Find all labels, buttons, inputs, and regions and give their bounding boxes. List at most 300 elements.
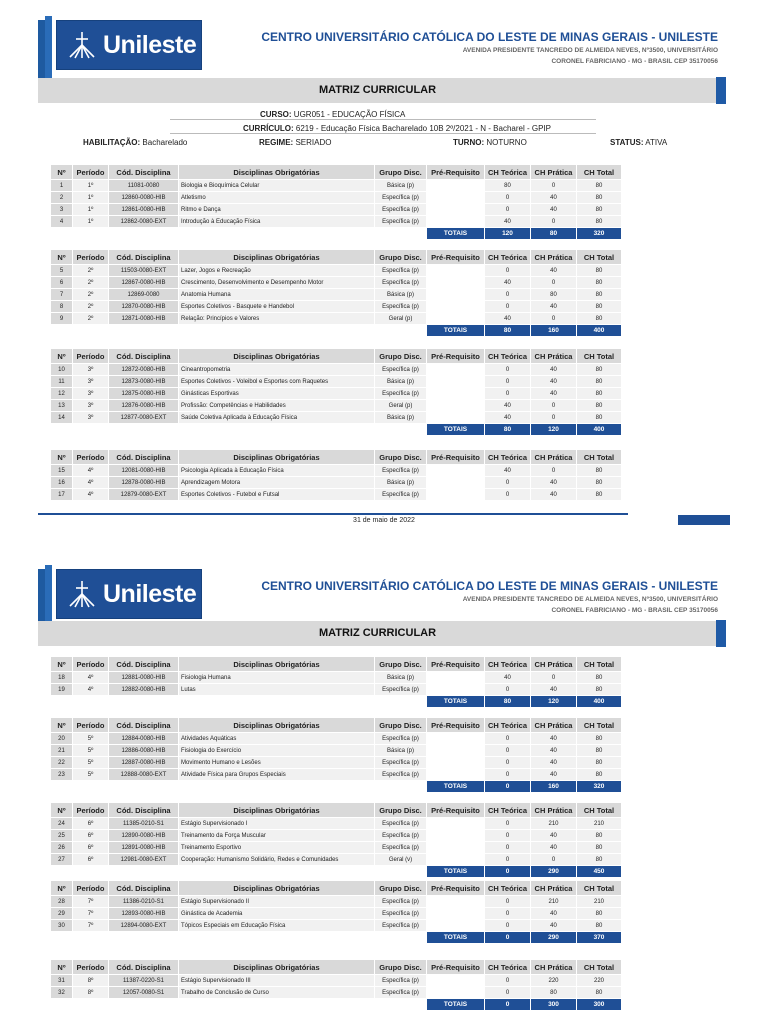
- column-header-disciplina: Disciplinas Obrigatórias: [179, 881, 375, 896]
- cell-ch-teorica: 0: [485, 733, 531, 745]
- totals-spacer: [51, 999, 427, 1011]
- column-header-no: Nº: [51, 450, 73, 465]
- cell-disciplina: Tópicos Especiais em Educação Física: [179, 920, 375, 932]
- cell-disciplina: Crescimento, Desenvolvimento e Desempenho Motor: [179, 277, 375, 289]
- cell-periodo: 6º: [73, 818, 109, 830]
- column-header-disciplina: Disciplinas Obrigatórias: [179, 803, 375, 818]
- cell-periodo: 6º: [73, 830, 109, 842]
- totals-label: TOTAIS: [427, 932, 485, 944]
- cell-ch-total: 80: [577, 364, 622, 376]
- column-header-periodo: Período: [73, 165, 109, 180]
- table-row: [51, 364, 622, 376]
- column-header-pre-requisito: Pré-Requisito: [427, 803, 485, 818]
- total-ch-total: 320: [577, 228, 622, 240]
- cell-pre-requisito: [427, 987, 485, 999]
- logo-stripe: [45, 16, 52, 78]
- column-header-ch-total: CH Total: [577, 960, 622, 975]
- column-header-ch-pratica: CH Prática: [531, 657, 577, 672]
- cell-grupo: Específica (p): [375, 684, 427, 696]
- cell-ch-total: 80: [577, 489, 622, 501]
- cell-ch-pratica: 40: [531, 920, 577, 932]
- cell-ch-teorica: 0: [485, 896, 531, 908]
- cell-periodo: 3º: [73, 412, 109, 424]
- column-header-disciplina: Disciplinas Obrigatórias: [179, 349, 375, 364]
- totals-row: [51, 228, 622, 240]
- column-header-no: Nº: [51, 349, 73, 364]
- cell-ch-teorica: 0: [485, 192, 531, 204]
- table-row: [51, 489, 622, 501]
- column-header-ch-teorica: CH Teórica: [485, 657, 531, 672]
- cell-disciplina: Ginásticas Esportivas: [179, 388, 375, 400]
- cell-codigo: 12870-0080-HIB: [109, 301, 179, 313]
- cell-ch-total: 80: [577, 204, 622, 216]
- cell-disciplina: Atividade Física para Grupos Especiais: [179, 769, 375, 781]
- cell-no: 1: [51, 180, 73, 192]
- cell-disciplina: Aprendizagem Motora: [179, 477, 375, 489]
- cell-ch-pratica: 0: [531, 672, 577, 684]
- cell-pre-requisito: [427, 854, 485, 866]
- cell-codigo: 12081-0080-HIB: [109, 465, 179, 477]
- column-header-pre-requisito: Pré-Requisito: [427, 657, 485, 672]
- regime-value: SERIADO: [295, 138, 332, 147]
- cell-codigo: 12869-0080: [109, 289, 179, 301]
- column-header-ch-teorica: CH Teórica: [485, 718, 531, 733]
- cell-periodo: 1º: [73, 216, 109, 228]
- curriculum-table: [50, 880, 622, 944]
- column-header-ch-teorica: CH Teórica: [485, 250, 531, 265]
- cell-periodo: 3º: [73, 364, 109, 376]
- cell-pre-requisito: [427, 757, 485, 769]
- column-header-pre-requisito: Pré-Requisito: [427, 718, 485, 733]
- cell-ch-pratica: 80: [531, 289, 577, 301]
- table-row: [51, 301, 622, 313]
- cell-periodo: 1º: [73, 192, 109, 204]
- table-row: [51, 277, 622, 289]
- cell-codigo: 12882-0080-HIB: [109, 684, 179, 696]
- cell-ch-total: 80: [577, 265, 622, 277]
- totals-spacer: [51, 866, 427, 878]
- cell-grupo: Básica (p): [375, 672, 427, 684]
- cell-periodo: 7º: [73, 896, 109, 908]
- column-header-disciplina: Disciplinas Obrigatórias: [179, 250, 375, 265]
- cell-ch-total: 80: [577, 277, 622, 289]
- cell-ch-total: 210: [577, 896, 622, 908]
- cell-codigo: 12981-0080-EXT: [109, 854, 179, 866]
- cell-periodo: 2º: [73, 277, 109, 289]
- cell-no: 10: [51, 364, 73, 376]
- cell-ch-teorica: 0: [485, 842, 531, 854]
- title-band-accent: [716, 77, 726, 104]
- cross-star-icon: [67, 30, 97, 60]
- cell-grupo: Específica (p): [375, 987, 427, 999]
- column-header-ch-total: CH Total: [577, 881, 622, 896]
- cell-pre-requisito: [427, 465, 485, 477]
- cell-ch-teorica: 0: [485, 854, 531, 866]
- cell-codigo: 11081-0080: [109, 180, 179, 192]
- table-header-row: [51, 960, 622, 975]
- column-header-pre-requisito: Pré-Requisito: [427, 349, 485, 364]
- cell-ch-pratica: 220: [531, 975, 577, 987]
- total-ch-total: 320: [577, 781, 622, 793]
- cell-ch-total: 80: [577, 465, 622, 477]
- table-row: [51, 842, 622, 854]
- cell-pre-requisito: [427, 364, 485, 376]
- table-header-row: [51, 657, 622, 672]
- cell-no: 27: [51, 854, 73, 866]
- cell-disciplina: Lutas: [179, 684, 375, 696]
- column-header-periodo: Período: [73, 657, 109, 672]
- cell-pre-requisito: [427, 672, 485, 684]
- total-ch-pratica: 120: [531, 424, 577, 436]
- cell-disciplina: Relação: Princípios e Valores: [179, 313, 375, 325]
- cell-ch-total: 80: [577, 192, 622, 204]
- cell-ch-total: 80: [577, 684, 622, 696]
- cell-pre-requisito: [427, 684, 485, 696]
- cell-periodo: 3º: [73, 400, 109, 412]
- institution-block: [261, 30, 718, 66]
- cell-ch-total: 80: [577, 672, 622, 684]
- cell-codigo: 12887-0080-HIB: [109, 757, 179, 769]
- institution-name: CENTRO UNIVERSITÁRIO CATÓLICA DO LESTE DE MINAS GERAIS - UNILESTE: [261, 579, 718, 593]
- cell-ch-teorica: 0: [485, 684, 531, 696]
- column-header-ch-pratica: CH Prática: [531, 165, 577, 180]
- cell-ch-pratica: 80: [531, 987, 577, 999]
- table-row: [51, 313, 622, 325]
- cell-no: 21: [51, 745, 73, 757]
- table-row: [51, 465, 622, 477]
- cell-disciplina: Treinamento Esportivo: [179, 842, 375, 854]
- cell-ch-teorica: 40: [485, 412, 531, 424]
- cell-ch-pratica: 40: [531, 204, 577, 216]
- cell-grupo: Específica (p): [375, 388, 427, 400]
- cell-periodo: 2º: [73, 313, 109, 325]
- table-header-row: [51, 803, 622, 818]
- total-ch-teorica: 80: [485, 424, 531, 436]
- cell-no: 4: [51, 216, 73, 228]
- cell-ch-teorica: 0: [485, 388, 531, 400]
- address-line-1: AVENIDA PRESIDENTE TANCREDO DE ALMEIDA NEVES, Nº3500, UNIVERSITÁRIO: [462, 596, 718, 603]
- table-header-row: [51, 165, 622, 180]
- cell-ch-total: 80: [577, 313, 622, 325]
- table-header-row: [51, 450, 622, 465]
- cell-ch-total: 80: [577, 830, 622, 842]
- cell-grupo: Específica (p): [375, 920, 427, 932]
- curriculo-value: 6219 - Educação Física Bacharelado 10B 2º/2021 - N - Bacharel - GPIP: [295, 124, 551, 133]
- cell-periodo: 3º: [73, 376, 109, 388]
- cell-pre-requisito: [427, 769, 485, 781]
- cell-ch-total: 80: [577, 757, 622, 769]
- habilitacao-info: HABILITAÇÃO: Bacharelado: [83, 138, 188, 147]
- cell-pre-requisito: [427, 216, 485, 228]
- turno-value: NOTURNO: [486, 138, 527, 147]
- cell-ch-total: 80: [577, 987, 622, 999]
- cell-codigo: 11387-0220-S1: [109, 975, 179, 987]
- cell-disciplina: Psicologia Aplicada à Educação Física: [179, 465, 375, 477]
- cell-ch-pratica: 0: [531, 180, 577, 192]
- curriculum-table: [50, 959, 622, 1011]
- cell-no: 6: [51, 277, 73, 289]
- cell-disciplina: Esportes Coletivos - Futebol e Futsal: [179, 489, 375, 501]
- cell-pre-requisito: [427, 896, 485, 908]
- column-header-disciplina: Disciplinas Obrigatórias: [179, 165, 375, 180]
- cell-disciplina: Cooperação: Humanismo Solidário, Redes e Comunidades: [179, 854, 375, 866]
- totals-label: TOTAIS: [427, 424, 485, 436]
- cell-no: 20: [51, 733, 73, 745]
- logo-stripe: [45, 565, 52, 627]
- cell-grupo: Específica (p): [375, 842, 427, 854]
- cell-codigo: 12891-0080-HIB: [109, 842, 179, 854]
- cell-grupo: Geral (v): [375, 854, 427, 866]
- cell-ch-pratica: 40: [531, 192, 577, 204]
- cell-disciplina: Atletismo: [179, 192, 375, 204]
- cell-ch-total: 80: [577, 400, 622, 412]
- cell-ch-teorica: 40: [485, 672, 531, 684]
- cell-no: 3: [51, 204, 73, 216]
- divider: [170, 133, 596, 134]
- table-row: [51, 412, 622, 424]
- total-ch-teorica: 0: [485, 932, 531, 944]
- institution-block: [261, 579, 718, 615]
- cell-ch-total: 80: [577, 854, 622, 866]
- column-header-no: Nº: [51, 657, 73, 672]
- cell-grupo: Específica (p): [375, 769, 427, 781]
- column-header-grupo: Grupo Disc.: [375, 881, 427, 896]
- cell-periodo: 8º: [73, 987, 109, 999]
- column-header-pre-requisito: Pré-Requisito: [427, 881, 485, 896]
- cell-ch-teorica: 0: [485, 975, 531, 987]
- cell-ch-pratica: 40: [531, 745, 577, 757]
- column-header-periodo: Período: [73, 881, 109, 896]
- cell-no: 12: [51, 388, 73, 400]
- cell-disciplina: Saúde Coletiva Aplicada à Educação Física: [179, 412, 375, 424]
- cell-no: 14: [51, 412, 73, 424]
- total-ch-teorica: 120: [485, 228, 531, 240]
- cell-periodo: 3º: [73, 388, 109, 400]
- cell-pre-requisito: [427, 289, 485, 301]
- column-header-pre-requisito: Pré-Requisito: [427, 450, 485, 465]
- cell-ch-total: 80: [577, 769, 622, 781]
- table-row: [51, 920, 622, 932]
- total-ch-total: 400: [577, 424, 622, 436]
- logo-stripe: [38, 20, 45, 78]
- column-header-ch-pratica: CH Prática: [531, 803, 577, 818]
- cell-disciplina: Esportes Coletivos - Basquete e Handebol: [179, 301, 375, 313]
- cell-ch-teorica: 0: [485, 376, 531, 388]
- column-header-ch-total: CH Total: [577, 450, 622, 465]
- table-row: [51, 684, 622, 696]
- total-ch-total: 400: [577, 325, 622, 337]
- cell-codigo: 12893-0080-HIB: [109, 908, 179, 920]
- table-row: [51, 672, 622, 684]
- cell-grupo: Básica (p): [375, 745, 427, 757]
- cell-no: 15: [51, 465, 73, 477]
- table-row: [51, 745, 622, 757]
- cell-ch-total: 80: [577, 842, 622, 854]
- cell-grupo: Específica (p): [375, 757, 427, 769]
- total-ch-teorica: 0: [485, 866, 531, 878]
- cell-codigo: 12057-0080-S1: [109, 987, 179, 999]
- cell-no: 7: [51, 289, 73, 301]
- cell-no: 24: [51, 818, 73, 830]
- status-value: ATIVA: [645, 138, 668, 147]
- cell-codigo: 12871-0080-HIB: [109, 313, 179, 325]
- cell-ch-total: 80: [577, 908, 622, 920]
- cell-ch-pratica: 40: [531, 769, 577, 781]
- table-header-row: [51, 250, 622, 265]
- cell-grupo: Específica (p): [375, 908, 427, 920]
- column-header-codigo: Cód. Disciplina: [109, 165, 179, 180]
- cell-ch-teorica: 0: [485, 830, 531, 842]
- column-header-ch-teorica: CH Teórica: [485, 165, 531, 180]
- cell-ch-total: 80: [577, 301, 622, 313]
- column-header-codigo: Cód. Disciplina: [109, 718, 179, 733]
- cell-codigo: 12867-0080-HIB: [109, 277, 179, 289]
- cell-codigo: 12861-0080-HIB: [109, 204, 179, 216]
- curriculum-table: [50, 449, 622, 501]
- cell-no: 30: [51, 920, 73, 932]
- totals-spacer: [51, 228, 427, 240]
- cell-ch-teorica: 40: [485, 465, 531, 477]
- cell-disciplina: Estágio Supervisionado II: [179, 896, 375, 908]
- column-header-periodo: Período: [73, 803, 109, 818]
- cell-no: 26: [51, 842, 73, 854]
- cell-ch-teorica: 0: [485, 769, 531, 781]
- cell-no: 22: [51, 757, 73, 769]
- cell-periodo: 5º: [73, 757, 109, 769]
- column-header-disciplina: Disciplinas Obrigatórias: [179, 450, 375, 465]
- cell-ch-total: 80: [577, 388, 622, 400]
- column-header-ch-pratica: CH Prática: [531, 881, 577, 896]
- table-row: [51, 477, 622, 489]
- total-ch-pratica: 290: [531, 932, 577, 944]
- column-header-pre-requisito: Pré-Requisito: [427, 960, 485, 975]
- cell-ch-pratica: 0: [531, 465, 577, 477]
- page-title: MATRIZ CURRICULAR: [318, 84, 437, 96]
- cell-ch-pratica: 40: [531, 477, 577, 489]
- table-row: [51, 180, 622, 192]
- cell-periodo: 7º: [73, 920, 109, 932]
- cell-disciplina: Movimento Humano e Lesões: [179, 757, 375, 769]
- cell-grupo: Básica (p): [375, 477, 427, 489]
- cross-star-icon: [67, 579, 97, 609]
- cell-ch-pratica: 40: [531, 684, 577, 696]
- totals-row: [51, 932, 622, 944]
- cell-pre-requisito: [427, 908, 485, 920]
- column-header-ch-teorica: CH Teórica: [485, 881, 531, 896]
- cell-grupo: Específica (p): [375, 818, 427, 830]
- cell-ch-pratica: 0: [531, 400, 577, 412]
- table-row: [51, 216, 622, 228]
- cell-disciplina: Ritmo e Dança: [179, 204, 375, 216]
- cell-disciplina: Biologia e Bioquímica Celular: [179, 180, 375, 192]
- column-header-ch-teorica: CH Teórica: [485, 450, 531, 465]
- table-row: [51, 854, 622, 866]
- cell-codigo: 11503-0080-EXT: [109, 265, 179, 277]
- column-header-ch-pratica: CH Prática: [531, 450, 577, 465]
- habilitacao-value: Bacharelado: [142, 138, 188, 147]
- totals-row: [51, 999, 622, 1011]
- cell-grupo: Específica (p): [375, 896, 427, 908]
- cell-periodo: 7º: [73, 908, 109, 920]
- cell-ch-total: 80: [577, 477, 622, 489]
- cell-ch-teorica: 0: [485, 908, 531, 920]
- column-header-codigo: Cód. Disciplina: [109, 960, 179, 975]
- cell-pre-requisito: [427, 412, 485, 424]
- totals-row: [51, 424, 622, 436]
- cell-pre-requisito: [427, 265, 485, 277]
- cell-grupo: Específica (p): [375, 301, 427, 313]
- cell-pre-requisito: [427, 388, 485, 400]
- cell-ch-teorica: 40: [485, 277, 531, 289]
- total-ch-total: 450: [577, 866, 622, 878]
- cell-grupo: Específica (p): [375, 265, 427, 277]
- cell-no: 31: [51, 975, 73, 987]
- cell-ch-pratica: 40: [531, 842, 577, 854]
- cell-grupo: Geral (p): [375, 313, 427, 325]
- cell-ch-pratica: 0: [531, 216, 577, 228]
- column-header-no: Nº: [51, 803, 73, 818]
- cell-pre-requisito: [427, 975, 485, 987]
- cell-ch-teorica: 0: [485, 265, 531, 277]
- cell-ch-pratica: 40: [531, 301, 577, 313]
- cell-ch-pratica: 210: [531, 896, 577, 908]
- cell-pre-requisito: [427, 277, 485, 289]
- cell-periodo: 4º: [73, 465, 109, 477]
- totals-spacer: [51, 325, 427, 337]
- cell-disciplina: Treinamento da Força Muscular: [179, 830, 375, 842]
- totals-spacer: [51, 696, 427, 708]
- cell-codigo: 12879-0080-EXT: [109, 489, 179, 501]
- table-row: [51, 896, 622, 908]
- column-header-periodo: Período: [73, 450, 109, 465]
- cell-ch-teorica: 40: [485, 400, 531, 412]
- curso-value: UGR051 - EDUCAÇÃO FÍSICA: [293, 110, 406, 119]
- cell-ch-total: 80: [577, 180, 622, 192]
- column-header-ch-teorica: CH Teórica: [485, 349, 531, 364]
- cell-grupo: Específica (p): [375, 733, 427, 745]
- cell-no: 32: [51, 987, 73, 999]
- table-row: [51, 908, 622, 920]
- cell-codigo: 12876-0080-HIB: [109, 400, 179, 412]
- total-ch-pratica: 160: [531, 781, 577, 793]
- address-line-2: CORONEL FABRICIANO - MG - BRASIL CEP 35170056: [551, 58, 718, 65]
- cell-codigo: 12877-0080-EXT: [109, 412, 179, 424]
- table-row: [51, 757, 622, 769]
- title-band: [38, 78, 717, 103]
- status-info: STATUS: ATIVA: [610, 138, 668, 147]
- table-row: [51, 830, 622, 842]
- cell-disciplina: Trabalho de Conclusão de Curso: [179, 987, 375, 999]
- cell-grupo: Básica (p): [375, 289, 427, 301]
- column-header-no: Nº: [51, 250, 73, 265]
- cell-ch-total: 80: [577, 289, 622, 301]
- cell-codigo: 12881-0080-HIB: [109, 672, 179, 684]
- page-header: [0, 549, 768, 623]
- cell-codigo: 12886-0080-HIB: [109, 745, 179, 757]
- cell-codigo: 12862-0080-EXT: [109, 216, 179, 228]
- table-row: [51, 987, 622, 999]
- cell-ch-teorica: 40: [485, 216, 531, 228]
- cell-periodo: 6º: [73, 842, 109, 854]
- totals-row: [51, 696, 622, 708]
- cell-grupo: Específica (p): [375, 216, 427, 228]
- cell-ch-teorica: 0: [485, 289, 531, 301]
- column-header-periodo: Período: [73, 718, 109, 733]
- totals-label: TOTAIS: [427, 696, 485, 708]
- cell-periodo: 4º: [73, 684, 109, 696]
- address-line-1: AVENIDA PRESIDENTE TANCREDO DE ALMEIDA NEVES, Nº3500, UNIVERSITÁRIO: [462, 47, 718, 54]
- cell-no: 17: [51, 489, 73, 501]
